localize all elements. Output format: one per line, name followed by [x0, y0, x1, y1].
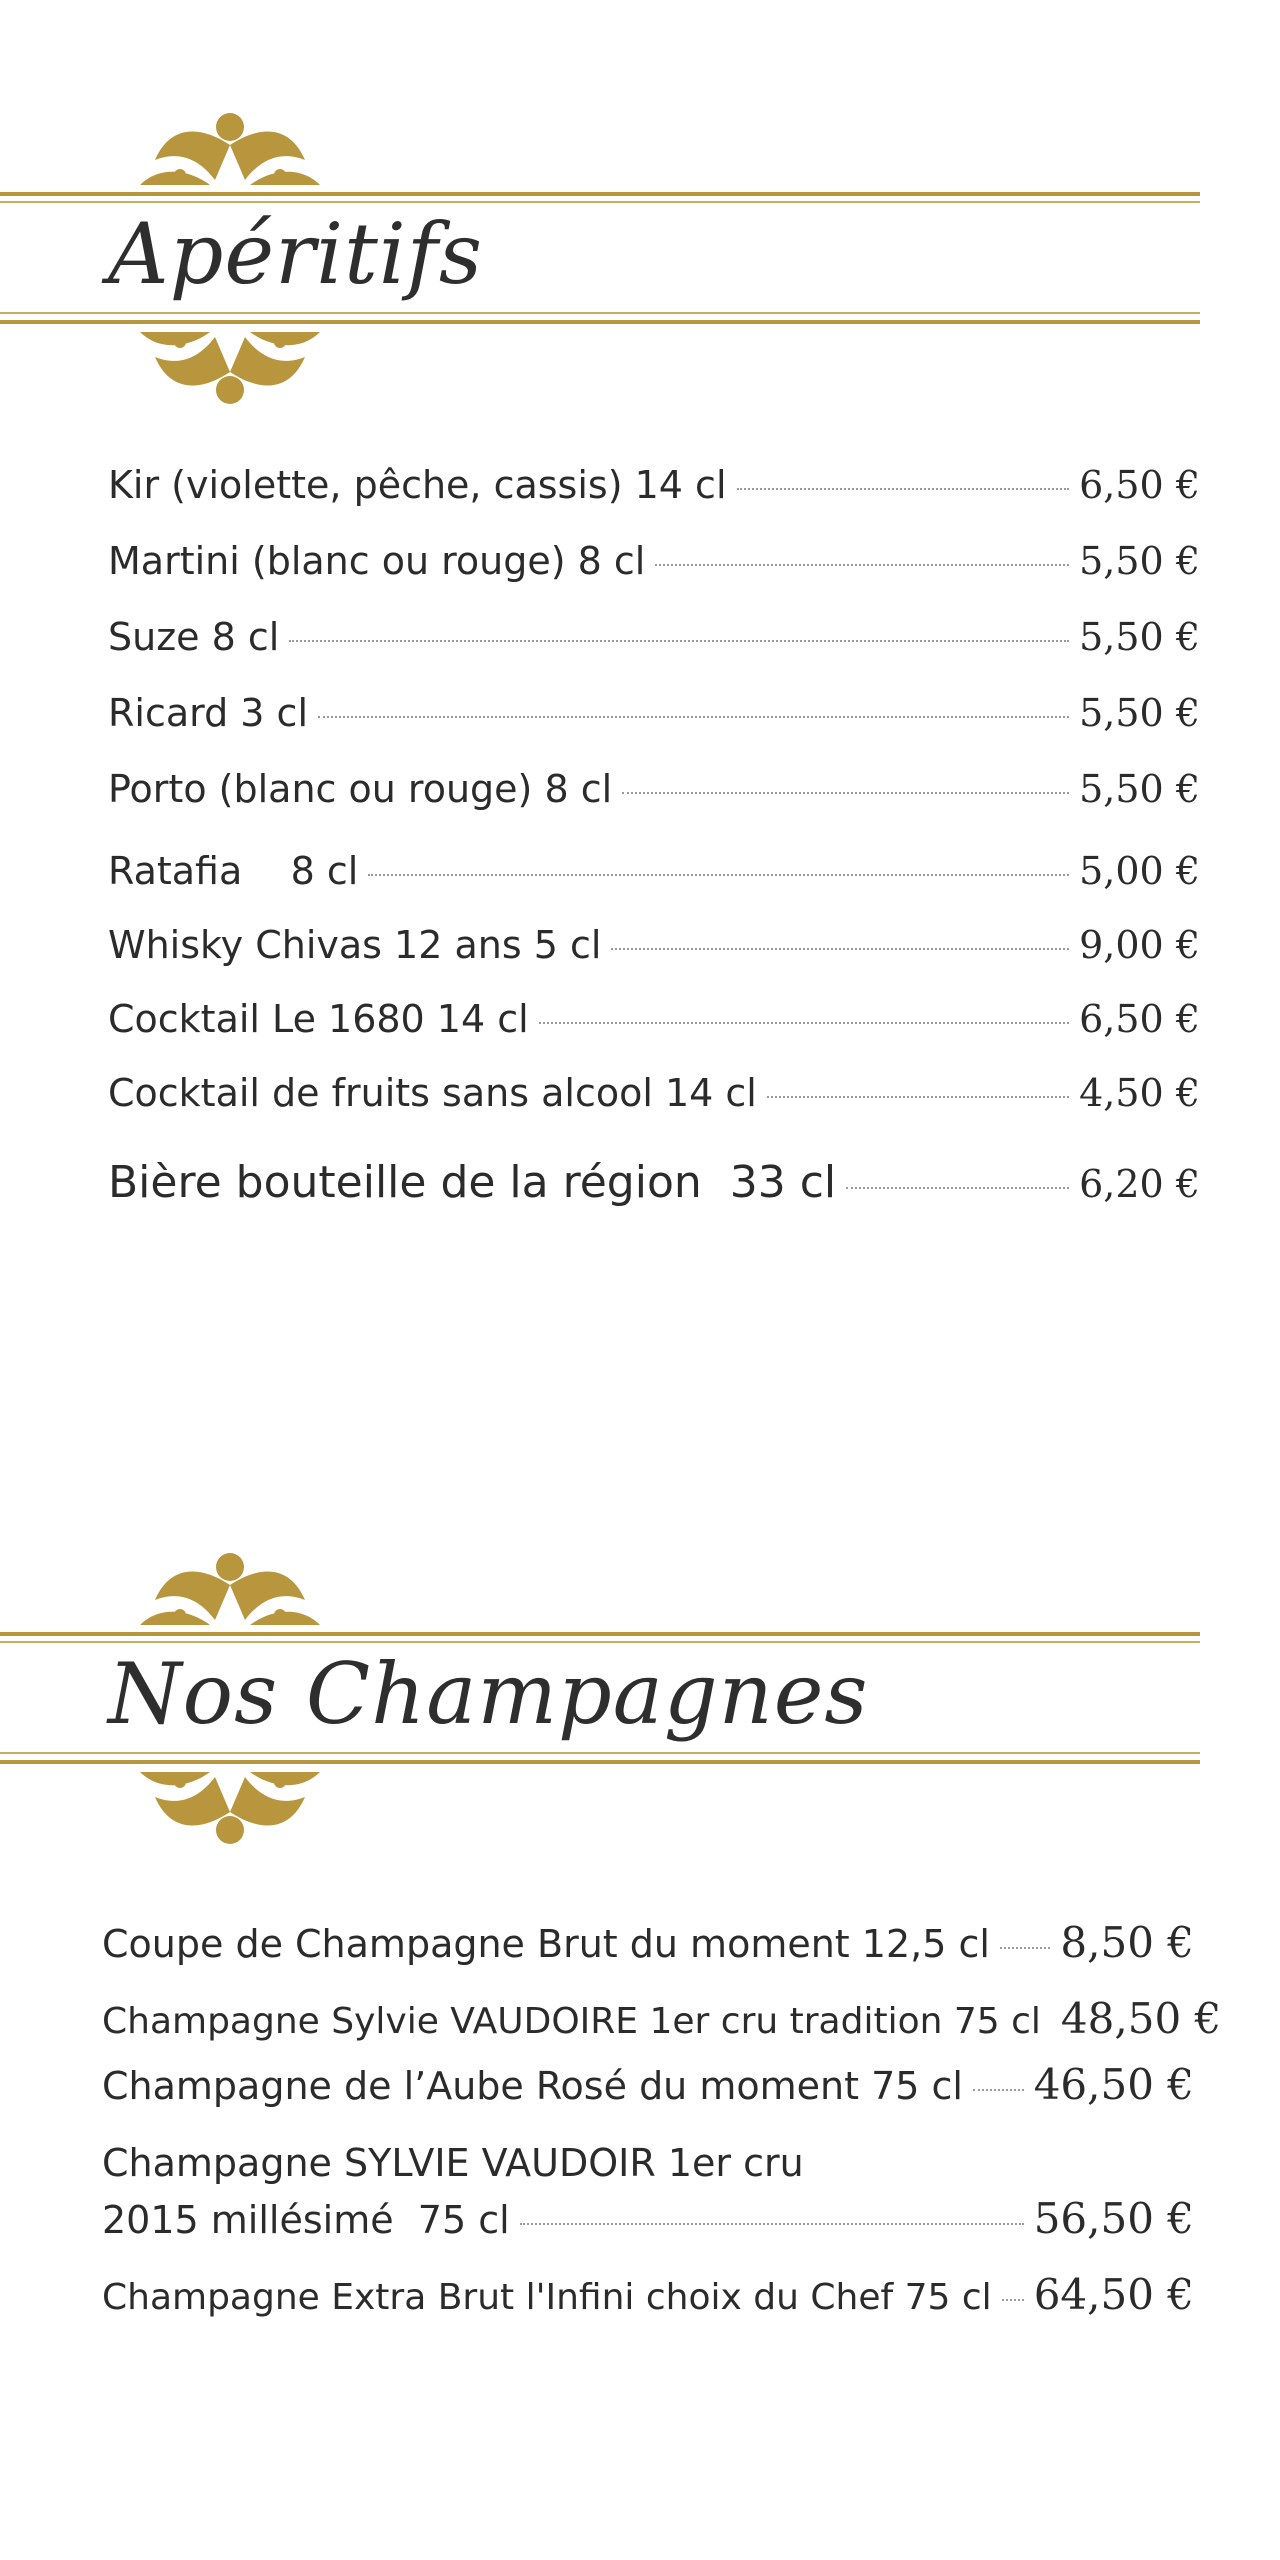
champagnes-section — [0, 1440, 1280, 2540]
list-item — [108, 1070, 1200, 1116]
list-item-line1 — [102, 2140, 1194, 2186]
item-name: Champagne de l’Aube Rosé du moment 75 cl — [102, 2064, 963, 2108]
champagnes-heading: Nos Champagnes — [108, 1645, 869, 1743]
bottom-rule-inner — [0, 312, 1200, 314]
dot-leader — [655, 564, 1069, 566]
list-item — [108, 614, 1200, 660]
item-price: 46,50 € — [1033, 2060, 1194, 2109]
item-name: Kir (violette, pêche, cassis) 14 cl — [108, 463, 727, 507]
item-name: Ricard 3 cl — [108, 691, 309, 735]
top-rule-outer — [0, 192, 1200, 196]
top-rule-outer — [0, 1632, 1200, 1636]
dot-leader — [1000, 1947, 1050, 1949]
item-name: Suze 8 cl — [108, 615, 280, 659]
item-name: Champagne SYLVIE VAUDOIR 1er cru — [102, 2141, 804, 2185]
item-price: 5,50 € — [1079, 615, 1200, 659]
item-price: 6,50 € — [1079, 463, 1200, 507]
bottom-ornament-icon — [100, 1762, 360, 1852]
list-item — [108, 1157, 1200, 1208]
dot-leader — [289, 640, 1069, 642]
dot-leader — [1002, 2299, 1024, 2301]
bottom-rule-inner — [0, 1752, 1200, 1754]
item-price: 6,20 € — [1079, 1162, 1200, 1206]
item-price: 48,50 € — [1060, 1994, 1222, 2043]
list-item — [102, 1920, 1194, 1967]
dot-leader — [539, 1022, 1069, 1024]
item-price: 5,00 € — [1079, 849, 1200, 893]
item-name: Champagne Sylvie VAUDOIRE 1er cru tradition 75 cl — [102, 2001, 1041, 2042]
item-name: Cocktail de fruits sans alcool 14 cl — [108, 1071, 757, 1115]
top-rule-inner — [0, 1641, 1200, 1643]
item-price: 9,00 € — [1079, 923, 1200, 967]
bottom-ornament-icon — [100, 322, 360, 412]
list-item — [108, 922, 1200, 968]
list-item — [102, 2062, 1194, 2109]
item-name: Champagne Extra Brut l'Infini choix du Chef 75 cl — [102, 2277, 992, 2318]
dot-leader — [767, 1096, 1069, 1098]
dot-leader — [622, 792, 1069, 794]
item-name: Martini (blanc ou rouge) 8 cl — [108, 539, 646, 583]
list-item — [108, 996, 1200, 1042]
top-rule-inner — [0, 201, 1200, 203]
top-ornament-icon — [100, 1545, 360, 1635]
dot-leader — [846, 1187, 1069, 1189]
item-name: Ratafia 8 cl — [108, 849, 359, 893]
item-price: 8,50 € — [1060, 1918, 1194, 1967]
dot-leader — [368, 874, 1069, 876]
item-name: Whisky Chivas 12 ans 5 cl — [108, 923, 602, 967]
item-name: Bière bouteille de la région 33 cl — [108, 1157, 837, 1208]
dot-leader — [973, 2089, 1024, 2091]
list-item — [108, 690, 1200, 736]
item-price: 6,50 € — [1079, 997, 1200, 1041]
item-name-line2: 2015 millésimé 75 cl — [102, 2198, 510, 2242]
dot-leader — [611, 948, 1069, 950]
dot-leader — [318, 716, 1069, 718]
list-item — [102, 2196, 1194, 2243]
dot-leader — [520, 2223, 1024, 2225]
item-name: Coupe de Champagne Brut du moment 12,5 cl — [102, 1922, 990, 1966]
top-ornament-icon — [100, 105, 360, 195]
item-price: 56,50 € — [1033, 2194, 1194, 2243]
list-item — [108, 848, 1200, 894]
item-price: 5,50 € — [1079, 767, 1200, 811]
dot-leader — [737, 488, 1070, 490]
item-price: 64,50 € — [1033, 2270, 1194, 2319]
item-price: 5,50 € — [1079, 539, 1200, 583]
list-item — [108, 766, 1200, 812]
item-name: Cocktail Le 1680 14 cl — [108, 997, 529, 1041]
list-item — [108, 462, 1200, 508]
item-price: 4,50 € — [1079, 1071, 1200, 1115]
list-item — [102, 2272, 1194, 2321]
list-item — [102, 1994, 1222, 2045]
item-price: 5,50 € — [1079, 691, 1200, 735]
list-item — [108, 538, 1200, 584]
aperitifs-heading: Apéritifs — [108, 205, 483, 303]
item-name: Porto (blanc ou rouge) 8 cl — [108, 767, 613, 811]
